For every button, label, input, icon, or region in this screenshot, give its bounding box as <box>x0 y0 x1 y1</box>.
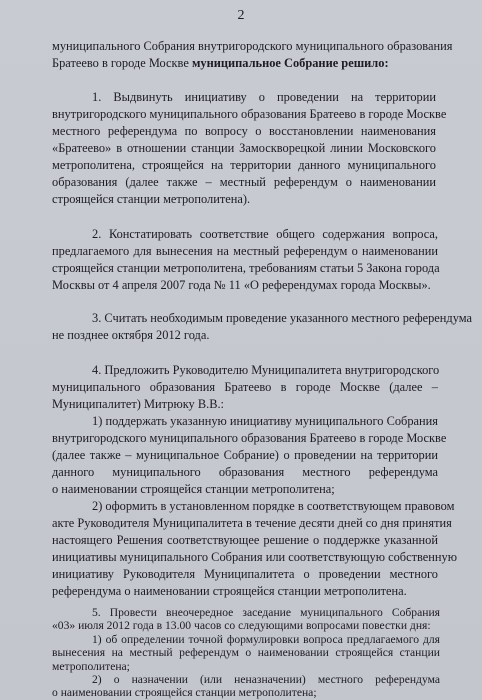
p4-line: внутригородского муниципального образования Братеево в городе Москве <box>52 431 447 445</box>
page-number: 2 <box>237 8 245 23</box>
p2-line: строящейся станции метрополитена, требованиям статьи 5 Закона города <box>52 261 440 275</box>
preamble-line-2 <box>52 55 389 72</box>
p2-line: 2. Констатировать соответствие общего содержания вопроса, <box>92 227 438 241</box>
p4-line: 1) поддержать указанную инициативу муниципального Собрания <box>92 414 438 428</box>
p1-line: метрополитена, строящейся на территории данного муниципального <box>52 158 436 172</box>
p4-line: референдума о наименовании строящейся станции метрополитена. <box>52 584 407 598</box>
p4-line: муниципального образования Братеево в городе Москве (далее – <box>52 380 438 394</box>
p4-line: Муниципалитет) Митрюку В.В.: <box>52 397 225 411</box>
p5-line: о наименовании строящейся станции метрополитена; <box>52 686 317 700</box>
p2-line: Москвы от 4 апреля 2007 года № 11 «О референдумах города Москвы». <box>52 278 431 292</box>
p4-line: настоящего Решения соответствующее решение о поддержке указанной <box>52 533 438 547</box>
p2-line: предлагаемого для вынесения на местный референдум о наименовании <box>52 244 438 258</box>
preamble-line-1: муниципального Собрания внутригородского муниципального образования <box>52 39 453 53</box>
p5-line: «03» июля 2012 года в 13.00 часов со следующими вопросами повестки дня: <box>52 619 431 633</box>
p5-line: 2) о назначении (или неназначении) местного референдума <box>92 673 440 686</box>
p1-line: строящейся станции метрополитена). <box>52 192 251 206</box>
p5-line: метрополитена; <box>52 659 130 673</box>
p4-line: 2) оформить в установленном порядке в соответствующем правовом <box>92 499 455 513</box>
preamble-text: Братеево в городе Москве <box>52 56 189 70</box>
p4-line: (далее также – муниципальное Собрание) о проведении на территории <box>52 448 438 462</box>
p4-line: инициативу Руководителя Муниципалитета о проведении местного <box>52 567 438 581</box>
p5-line: 1) об определении точной формулировки вопроса предлагаемого для <box>92 632 440 646</box>
p1-line: 1. Выдвинуть инициативу о проведении на территории <box>92 90 436 104</box>
p4-line: о наименовании строящейся станции метрополитена; <box>52 482 335 496</box>
p4-line: 4. Предложить Руководителю Муниципалитета внутригородского <box>92 363 440 377</box>
p4-line: инициативы муниципального Собрания или соответствующую собственную <box>52 550 458 564</box>
p5-line: 5. Провести внеочередное заседание муниципального Собрания <box>92 606 440 619</box>
p3-line: не позднее октября 2012 года. <box>52 328 210 342</box>
p1-line: внутригородского муниципального образования Братеево в городе Москве <box>52 107 447 121</box>
decision-heading: муниципальное Собрание решило: <box>191 56 389 70</box>
p1-line: образования (далее также – местный референдум о наименовании <box>52 175 436 189</box>
p4-line: акте Руководителя Муниципалитета в течение десяти дней со дня принятия <box>52 516 452 530</box>
p4-line: данного муниципального образования местного референдума <box>52 465 438 479</box>
p5-line: вынесения на местный референдум о наименовании строящейся станции <box>52 646 440 660</box>
p1-line: местного референдума по вопросу о восстановлении наименования <box>52 124 436 138</box>
p3-line: 3. Считать необходимым проведение указанного местного референдума <box>92 311 473 325</box>
p1-line: «Братеево» в отношении станции Замоскворецкой линии Московского <box>52 141 436 155</box>
